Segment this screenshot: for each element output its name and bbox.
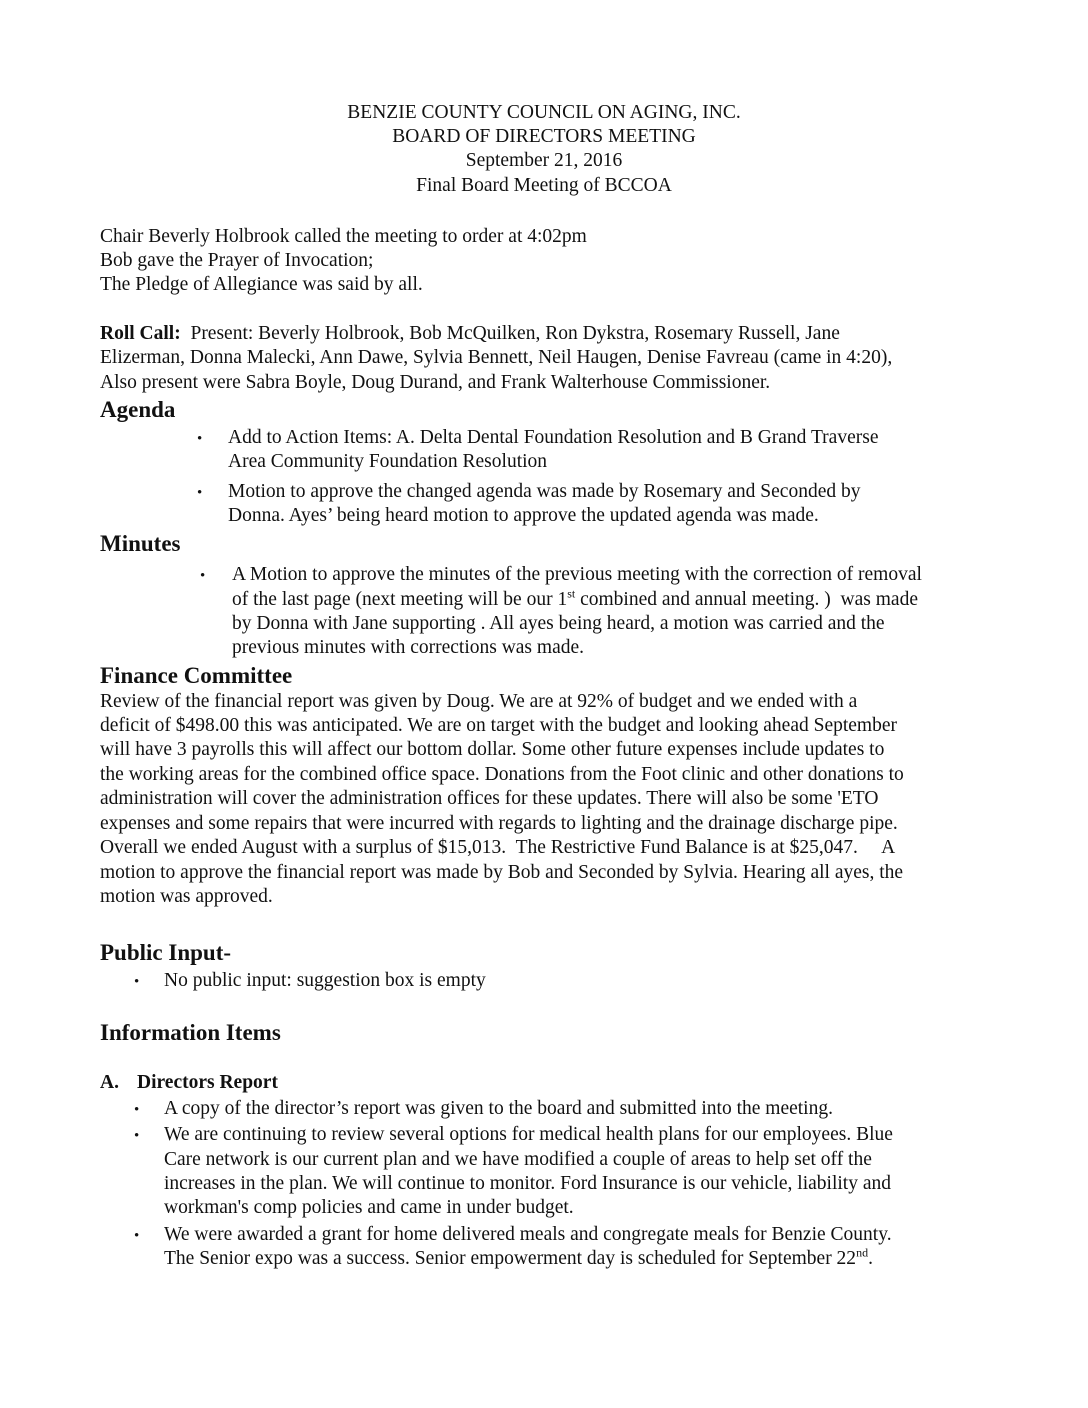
public-input-item: No public input: suggestion box is empty	[164, 970, 486, 991]
ordinal-suffix: st	[567, 586, 576, 601]
finance-line: Review of the financial report was given by Doug. We are at 92% of budget and we ended with a	[100, 691, 858, 712]
finance-line: Overall we ended August with a surplus of $15,013. The Restrictive Fund Balance is at $25,047. A	[100, 837, 896, 858]
bullet-icon: •	[134, 974, 140, 990]
bullet-icon: •	[134, 1102, 140, 1118]
minutes-text: combined and annual meeting. ) was made	[575, 589, 918, 610]
bullet-icon: •	[134, 1128, 140, 1144]
roll-call-line	[100, 322, 840, 347]
minutes-heading: Minutes	[100, 531, 181, 556]
finance-heading: Finance Committee	[100, 663, 293, 688]
meeting-title: BOARD OF DIRECTORS MEETING	[392, 126, 696, 147]
roll-call-line: Elizerman, Donna Malecki, Ann Dawe, Sylvia Bennett, Neil Haugen, Denise Favreau (came in 4:20),	[100, 347, 893, 368]
public-input-heading: Public Input-	[100, 940, 232, 965]
report-line: workman's comp policies and came in under budget.	[164, 1197, 574, 1218]
agenda-item-line: Motion to approve the changed agenda was made by Rosemary and Seconded by	[228, 481, 861, 502]
meeting-date: September 21, 2016	[465, 150, 623, 171]
report-text: .	[868, 1248, 873, 1269]
roll-call-label: Roll Call:	[100, 323, 181, 344]
finance-line: deficit of $498.00 this was anticipated. We are on target with the budget and looking ahead September	[100, 715, 897, 736]
agenda-item-line: Area Community Foundation Resolution	[228, 451, 548, 472]
report-line	[164, 1247, 873, 1272]
report-line: We are continuing to review several options for medical health plans for our employees. Blue	[164, 1124, 893, 1145]
ordinal-suffix: nd	[856, 1245, 869, 1260]
bullet-icon: •	[197, 485, 203, 501]
bullet-icon: •	[200, 568, 206, 584]
opening-line: Bob gave the Prayer of Invocation;	[100, 250, 374, 271]
finance-line: expenses and some repairs that were incurred with regards to lighting and the drainage discharge pipe.	[100, 813, 898, 834]
finance-line: motion was approved.	[100, 886, 273, 907]
information-heading: Information Items	[100, 1020, 281, 1045]
opening-line: The Pledge of Allegiance was said by all.	[100, 274, 423, 295]
roll-call-text: Present: Beverly Holbrook, Bob McQuilken, Ron Dykstra, Rosemary Russell, Jane	[180, 323, 840, 344]
agenda-item-line: Add to Action Items: A. Delta Dental Foundation Resolution and B Grand Traverse	[228, 427, 879, 448]
report-line: increases in the plan. We will continue to monitor. Ford Insurance is our vehicle, liability and	[164, 1173, 891, 1194]
finance-line: will have 3 payrolls this will affect our bottom dollar. Some other future expenses include updates to	[100, 739, 885, 760]
bullet-icon: •	[134, 1228, 140, 1244]
minutes-line: previous minutes with corrections was made.	[232, 637, 584, 658]
finance-line: the working areas for the combined office space. Donations from the Foot clinic and other donations to	[100, 764, 904, 785]
bullet-icon: •	[197, 431, 203, 447]
finance-line: motion to approve the financial report was made by Bob and Seconded by Sylvia. Hearing all ayes, the	[100, 862, 904, 883]
minutes-line: A Motion to approve the minutes of the previous meeting with the correction of removal	[232, 564, 922, 585]
agenda-item-line: Donna. Ayes’ being heard motion to approve the updated agenda was made.	[228, 505, 819, 526]
report-line: We were awarded a grant for home delivered meals and congregate meals for Benzie County.	[164, 1224, 892, 1245]
finance-line: administration will cover the administration offices for these updates. There will also be some 'ETO	[100, 788, 879, 809]
agenda-heading: Agenda	[100, 397, 176, 422]
report-line: A copy of the director’s report was given to the board and submitted into the meeting.	[164, 1098, 833, 1119]
minutes-line	[232, 588, 918, 613]
roll-call-line: Also present were Sabra Boyle, Doug Durand, and Frank Walterhouse Commissioner.	[100, 372, 771, 393]
report-text: The Senior expo was a success. Senior empowerment day is scheduled for September 22	[164, 1248, 857, 1269]
meeting-subtitle: Final Board Meeting of BCCOA	[416, 175, 672, 196]
opening-line: Chair Beverly Holbrook called the meeting to order at 4:02pm	[100, 226, 587, 247]
minutes-line: by Donna with Jane supporting . All ayes being heard, a motion was carried and the	[232, 613, 885, 634]
report-line: Care network is our current plan and we have modified a couple of areas to help set off the	[164, 1149, 872, 1170]
org-name: BENZIE COUNTY COUNCIL ON AGING, INC.	[347, 102, 741, 123]
subsection-title: Directors Report	[137, 1072, 278, 1093]
minutes-text: of the last page (next meeting will be our 1	[232, 589, 568, 610]
subsection-label: A.	[100, 1072, 119, 1093]
